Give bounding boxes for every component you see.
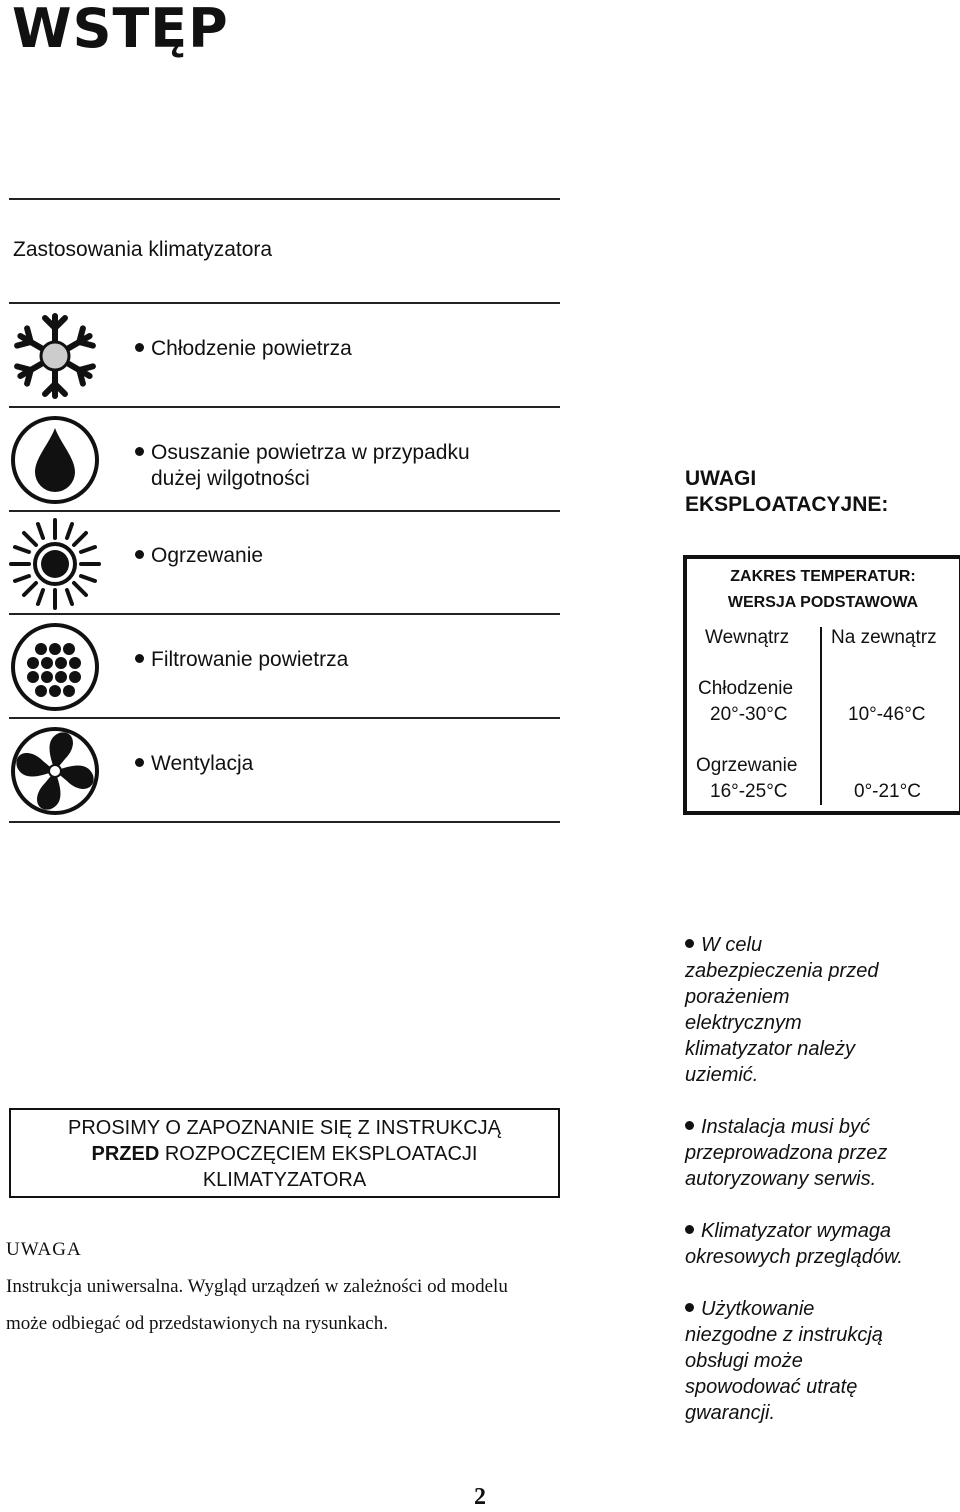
applications-title: Zastosowania klimatyzatora (13, 238, 273, 261)
feature-heating (135, 543, 263, 569)
divider (9, 613, 560, 615)
feature-cooling (135, 336, 352, 362)
mode-label: Chłodzenie (698, 678, 794, 699)
filter-dots-icon (9, 621, 101, 713)
divider (9, 198, 560, 200)
divider (9, 510, 560, 512)
note-line: niezgodne z instrukcją (685, 1324, 883, 1346)
warning-line-rest: ROZPOCZĘCIEM EKSPLOATACJI (159, 1143, 478, 1165)
divider (9, 821, 560, 823)
notes-heading-line: EKSPLOATACYJNE: (685, 493, 889, 516)
feature-label: Filtrowanie powietrza (151, 648, 349, 671)
divider (9, 717, 560, 719)
bullet-icon (135, 758, 144, 767)
note-line: klimatyzator należy (685, 1038, 856, 1060)
water-drop-icon (9, 414, 101, 506)
note-line: przeprowadzona przez (685, 1142, 888, 1164)
divider (9, 302, 560, 304)
bullet-icon (685, 1303, 694, 1312)
note-line: Klimatyzator wymaga (701, 1220, 892, 1242)
warning-line: PROSIMY O ZAPOZNANIE SIĘ Z INSTRUKCJĄ (67, 1117, 502, 1139)
feature-ventilation (135, 751, 253, 777)
page-title: WSTĘP (12, 0, 229, 60)
indoor-range: 16°-25°C (710, 781, 788, 802)
col-outdoor-header: Na zewnątrz (831, 627, 937, 648)
divider (9, 406, 560, 408)
notes-heading (685, 466, 888, 518)
uwaga-line: może odbiegać od przedstawionych na rysunkach. (6, 1313, 388, 1334)
read-instructions-box (9, 1108, 560, 1198)
bullet-icon (685, 1121, 694, 1130)
note-line: porażeniem (685, 986, 790, 1008)
note-line: Użytkowanie (701, 1298, 815, 1320)
uwaga-label: UWAGA (6, 1239, 82, 1260)
feature-label: Osuszanie powietrza w przypadku (151, 441, 470, 464)
warning-emphasis: PRZED (91, 1143, 160, 1165)
note-line: okresowych przeglądów. (685, 1246, 903, 1268)
fan-icon (9, 725, 101, 817)
note-line: spowodować utratę (685, 1376, 858, 1398)
feature-label: Wentylacja (151, 752, 254, 775)
note-line: autoryzowany serwis. (685, 1168, 877, 1190)
note-line: W celu (701, 934, 763, 956)
temperature-title-line: ZAKRES TEMPERATUR: (730, 568, 916, 585)
column-divider (820, 627, 822, 805)
bullet-icon (685, 1225, 694, 1234)
sun-icon (9, 518, 101, 610)
feature-label-cont: dużej wilgotności (151, 467, 310, 490)
feature-dehumidifying (135, 440, 470, 492)
bullet-icon (135, 550, 144, 559)
safety-note (685, 1296, 955, 1426)
feature-label: Chłodzenie powietrza (151, 337, 352, 360)
notes-heading-line: UWAGI (685, 467, 757, 490)
bullet-icon (685, 939, 694, 948)
uwaga-line: Instrukcja uniwersalna. Wygląd urządzeń w zależności od modelu (6, 1276, 508, 1297)
safety-note (685, 1114, 955, 1192)
bullet-icon (135, 447, 144, 456)
bullet-icon (135, 343, 144, 352)
feature-filtering (135, 647, 348, 673)
temperature-box-title (687, 564, 959, 616)
note-line: gwarancji. (685, 1402, 776, 1424)
col-indoor-header: Wewnątrz (705, 627, 790, 648)
feature-label: Ogrzewanie (151, 544, 264, 567)
note-line: obsługi może (685, 1350, 803, 1372)
warning-line: KLIMATYZATORA (202, 1169, 367, 1191)
outdoor-range: 10°-46°C (848, 704, 926, 725)
page-number: 2 (474, 1484, 486, 1510)
uwaga-text (6, 1268, 561, 1342)
indoor-range: 20°-30°C (710, 704, 788, 725)
snowflake-icon (9, 310, 101, 402)
temperature-title-line: WERSJA PODSTAWOWA (727, 594, 919, 611)
note-line: Instalacja musi być (701, 1116, 870, 1138)
note-line: zabezpieczenia przed (685, 960, 879, 982)
bullet-icon (135, 654, 144, 663)
note-line: elektrycznym (685, 1012, 802, 1034)
warning-line (11, 1141, 558, 1167)
mode-label: Ogrzewanie (696, 755, 798, 776)
safety-note (685, 932, 955, 1088)
outdoor-range: 0°-21°C (854, 781, 921, 802)
note-line: uziemić. (685, 1064, 759, 1086)
temperature-range-box (683, 555, 960, 815)
safety-note (685, 1218, 955, 1270)
